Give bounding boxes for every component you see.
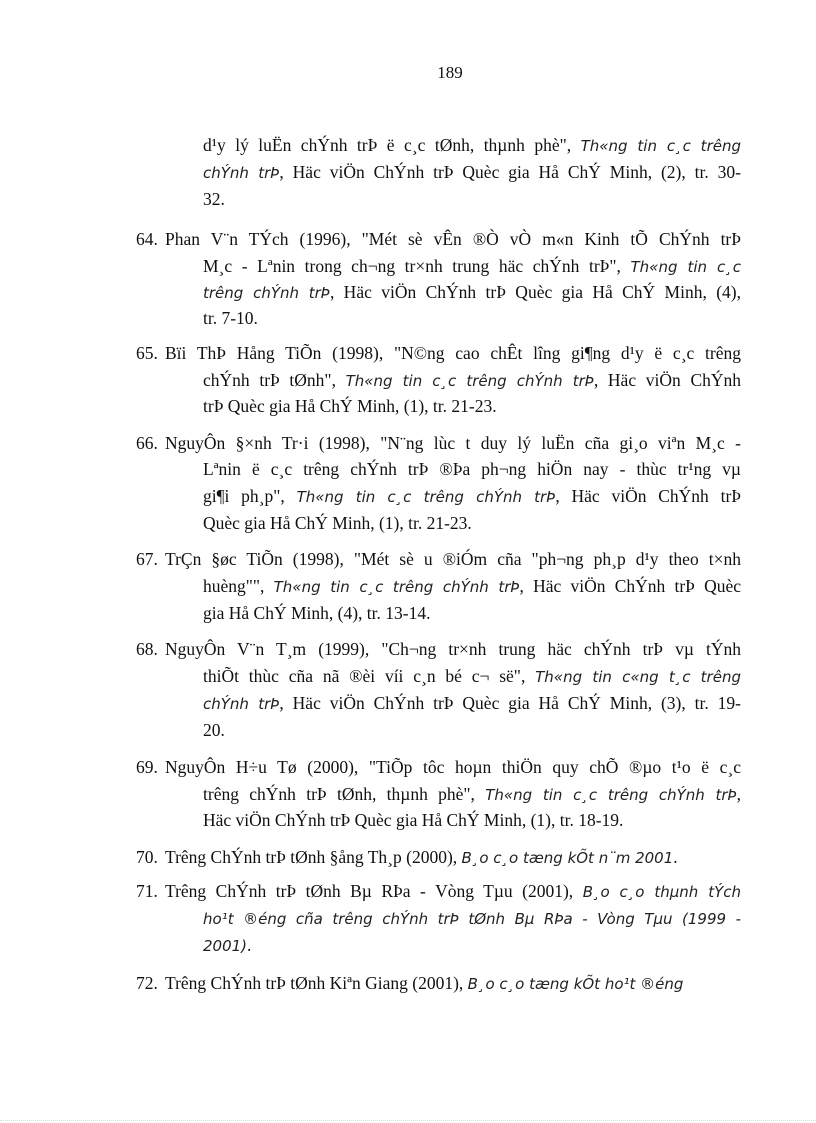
reference-line bbox=[203, 306, 258, 330]
reference-number: 65. bbox=[136, 343, 158, 363]
page-bottom-divider bbox=[0, 1120, 816, 1121]
reference-line bbox=[203, 484, 741, 508]
reference-line bbox=[203, 457, 741, 481]
reference-line bbox=[165, 431, 741, 455]
reference-text: 20. bbox=[203, 720, 225, 740]
reference-text: , Häc viÖn ChÝnh trÞ bbox=[555, 486, 741, 506]
reference-text: Häc viÖn ChÝnh trÞ Quèc gia Hå ChÝ Minh, (1), tr. 18-19. bbox=[203, 810, 624, 830]
reference-line bbox=[165, 637, 741, 661]
reference-text: , Häc viÖn ChÝnh trÞ Quèc bbox=[519, 576, 741, 596]
reference-line bbox=[203, 133, 741, 157]
italic-source-title: Th«ng tin c¸c trêng chÝnh trÞ bbox=[345, 372, 594, 390]
reference-line bbox=[203, 933, 251, 957]
reference-number: 64. bbox=[136, 229, 158, 249]
reference-line bbox=[165, 227, 741, 251]
reference-line bbox=[203, 254, 741, 278]
page-number: 189 bbox=[437, 63, 463, 82]
reference-text: NguyÔn §×nh Tr·i (1998), "N¨ng lùc t duy lý luËn cña gi¸o viªn M¸c - bbox=[165, 433, 741, 453]
reference-text: Trêng ChÝnh trÞ tØnh Kiªn Giang (2001), bbox=[165, 973, 468, 993]
reference-line bbox=[203, 511, 472, 535]
reference-line bbox=[203, 664, 741, 688]
reference-line bbox=[203, 574, 741, 598]
reference-number: 70. bbox=[136, 847, 158, 867]
reference-text: 32. bbox=[203, 189, 225, 209]
reference-line bbox=[203, 718, 225, 742]
reference-line bbox=[203, 808, 623, 832]
reference-text: , Häc viÖn ChÝnh trÞ Quèc gia Hå ChÝ Minh, (3), tr. 19- bbox=[279, 693, 741, 713]
reference-text: , Häc viÖn ChÝnh trÞ Quèc gia Hå ChÝ Minh, (2), tr. 30- bbox=[279, 162, 741, 182]
italic-source-title: ho¹t ®éng cña trêng chÝnh trÞ tØnh Bµ RÞa - Vòng Tµu (1999 - bbox=[203, 910, 741, 928]
reference-number: 69. bbox=[136, 757, 158, 777]
reference-text: . bbox=[673, 847, 678, 867]
reference-text: TrÇn §øc TiÕn (1998), "Mét sè u ®iÓm cña "ph¬ng ph¸p d¹y theo t×nh bbox=[165, 549, 741, 569]
reference-number: 68. bbox=[136, 639, 158, 659]
reference-number: 71. bbox=[136, 881, 158, 901]
reference-line bbox=[203, 601, 430, 625]
reference-line bbox=[165, 971, 683, 995]
reference-number: 67. bbox=[136, 549, 158, 569]
reference-text: Trêng ChÝnh trÞ tØnh Bµ RÞa - Vòng Tµu (2001), bbox=[165, 881, 583, 901]
reference-line bbox=[165, 755, 741, 779]
italic-source-title: trêng chÝnh trÞ bbox=[203, 284, 330, 302]
reference-text: , Häc viÖn ChÝnh bbox=[593, 370, 741, 390]
reference-text: chÝnh trÞ tØnh", bbox=[203, 370, 346, 390]
reference-text: Phan V¨n TÝch (1996), "Mét sè vÊn ®Ò vÒ m«n Kinh tÕ ChÝnh trÞ bbox=[165, 229, 741, 249]
reference-line bbox=[203, 187, 225, 211]
reference-text: Lªnin ë c¸c trêng chÝnh trÞ ®Þa ph¬ng hiÖn nay - thùc tr¹ng vµ bbox=[203, 459, 741, 479]
reference-text: NguyÔn V¨n T¸m (1999), "Ch¬ng tr×nh trung häc chÝnh trÞ vµ tÝnh bbox=[165, 639, 741, 659]
italic-source-title: chÝnh trÞ bbox=[203, 164, 280, 182]
italic-source-title: Th«ng tin c«ng t¸c trêng bbox=[535, 668, 741, 686]
reference-line bbox=[203, 906, 741, 930]
reference-text: NguyÔn H÷u Tø (2000), "TiÕp tôc hoµn thiÖn quy chÕ ®µo t¹o ë c¸c bbox=[165, 757, 741, 777]
reference-text: Trêng ChÝnh trÞ tØnh §ång Th¸p (2000), bbox=[165, 847, 462, 867]
reference-line bbox=[165, 341, 741, 365]
italic-source-title: 2001) bbox=[203, 937, 248, 955]
reference-text: . bbox=[247, 935, 252, 955]
italic-source-title: B¸o c¸o thµnh tÝch bbox=[582, 883, 741, 901]
italic-source-title: Th«ng tin c¸c bbox=[630, 258, 741, 276]
reference-text: gi¶i ph¸p", bbox=[203, 486, 297, 506]
reference-line bbox=[203, 691, 741, 715]
reference-number: 72. bbox=[136, 973, 158, 993]
italic-source-title: Th«ng tin c¸c trêng bbox=[580, 137, 741, 155]
reference-line bbox=[203, 394, 497, 418]
reference-line bbox=[203, 160, 741, 184]
reference-line bbox=[203, 280, 741, 304]
italic-source-title: Th«ng tin c¸c trêng chÝnh trÞ bbox=[273, 578, 520, 596]
reference-text: huèng"", bbox=[203, 576, 274, 596]
italic-source-title: B¸o c¸o tæng kÕt n¨m 2001 bbox=[461, 849, 674, 867]
reference-text: Quèc gia Hå ChÝ Minh, (1), tr. 21-23. bbox=[203, 513, 472, 533]
italic-source-title: chÝnh trÞ bbox=[203, 695, 280, 713]
italic-source-title: B¸o c¸o tæng kÕt ho¹t ®éng bbox=[467, 975, 684, 993]
reference-line bbox=[165, 845, 678, 869]
italic-source-title: Th«ng tin c¸c trêng chÝnh trÞ bbox=[485, 786, 737, 804]
reference-text: gia Hå ChÝ Minh, (4), tr. 13-14. bbox=[203, 603, 431, 623]
reference-line bbox=[165, 547, 741, 571]
reference-text: , Häc viÖn ChÝnh trÞ Quèc gia Hå ChÝ Minh, (4), bbox=[329, 282, 741, 302]
reference-text: tr. 7-10. bbox=[203, 308, 258, 328]
reference-line bbox=[203, 368, 741, 392]
reference-number: 66. bbox=[136, 433, 158, 453]
reference-text: trÞ Quèc gia Hå ChÝ Minh, (1), tr. 21-23. bbox=[203, 396, 497, 416]
reference-text: M¸c - Lªnin trong ch¬ng tr×nh trung häc chÝnh trÞ", bbox=[203, 256, 631, 276]
reference-text: Bïi ThÞ Hång TiÕn (1998), "N©ng cao chÊt lîng gi¶ng d¹y ë c¸c trêng bbox=[165, 343, 741, 363]
reference-text: , bbox=[736, 784, 741, 804]
italic-source-title: Th«ng tin c¸c trêng chÝnh trÞ bbox=[296, 488, 556, 506]
reference-text: thiÕt thùc cña nã ®èi víi c¸n bé c¬ së", bbox=[203, 666, 536, 686]
reference-text: trêng chÝnh trÞ tØnh, thµnh phè", bbox=[203, 784, 486, 804]
reference-line bbox=[203, 782, 741, 806]
reference-text: d¹y lý luËn chÝnh trÞ ë c¸c tØnh, thµnh phè", bbox=[203, 135, 581, 155]
reference-line bbox=[165, 879, 741, 903]
